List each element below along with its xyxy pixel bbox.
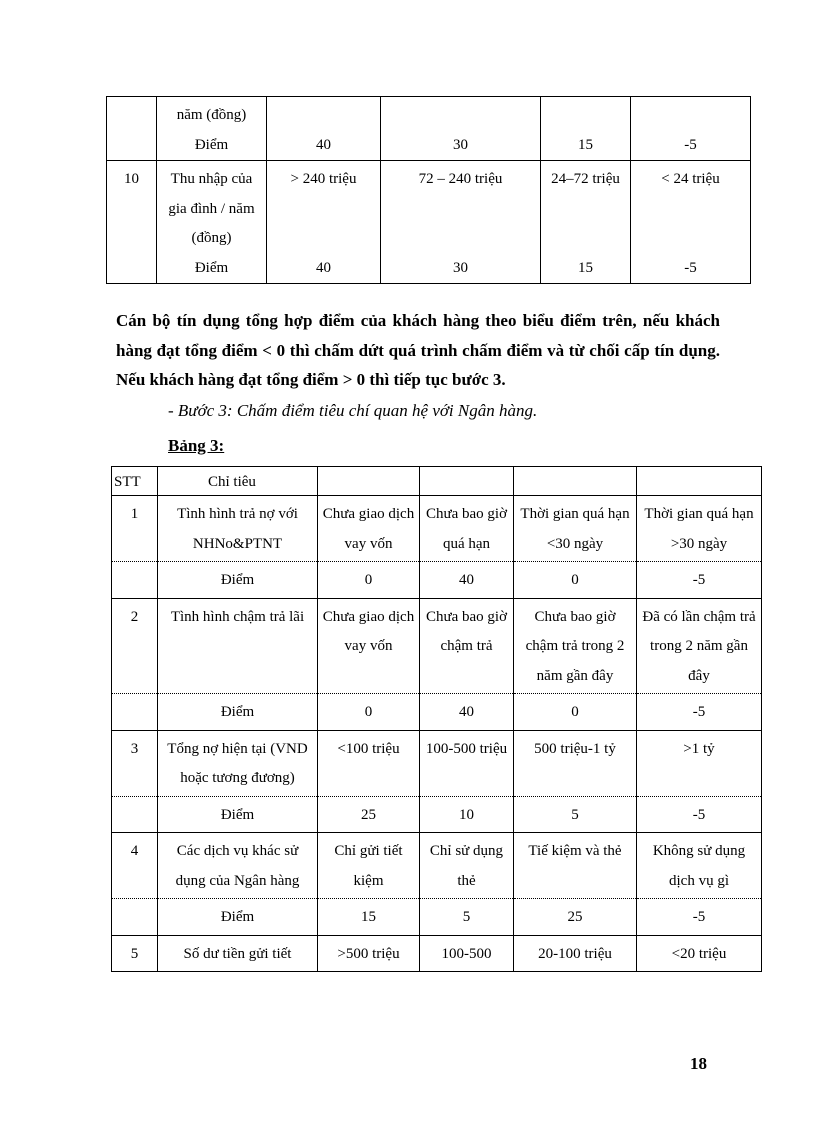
option-cell: > 240 triệu xyxy=(267,161,381,254)
option-cell: <20 triệu xyxy=(637,935,762,972)
row-number xyxy=(112,899,158,936)
option-cell: 20-100 triệu xyxy=(514,935,637,972)
score-cell: 15 xyxy=(541,254,631,284)
score-cell: 0 xyxy=(514,694,637,731)
option-cell: Thời gian quá hạn >30 ngày xyxy=(637,496,762,562)
table-header-row xyxy=(112,467,762,496)
option-cell: 72 – 240 triệu xyxy=(381,161,541,254)
score-cell: -5 xyxy=(637,796,762,833)
table-row-score xyxy=(107,131,751,161)
option-cell: 500 triệu-1 tỷ xyxy=(514,730,637,796)
option-cell: Chưa bao giờ chậm trả xyxy=(420,598,514,694)
table-row xyxy=(107,161,751,254)
score-cell: 0 xyxy=(318,562,420,599)
page-number: 18 xyxy=(690,1054,707,1073)
option-cell xyxy=(631,97,751,131)
option-cell: Chưa bao giờ quá hạn xyxy=(420,496,514,562)
score-cell: 30 xyxy=(381,131,541,161)
option-cell xyxy=(381,97,541,131)
option-cell: < 24 triệu xyxy=(631,161,751,254)
score-label: Điểm xyxy=(157,254,267,284)
option-cell xyxy=(541,97,631,131)
criteria-table-continued xyxy=(106,96,751,284)
option-cell: 24–72 triệu xyxy=(541,161,631,254)
row-number xyxy=(107,254,157,284)
table-row xyxy=(112,496,762,562)
score-cell: 40 xyxy=(420,562,514,599)
score-cell: 30 xyxy=(381,254,541,284)
table-row-score xyxy=(112,899,762,936)
criterion-cell: Số dư tiền gửi tiết xyxy=(158,935,318,972)
table-caption: Bảng 3: xyxy=(168,436,225,455)
option-cell: Đã có lần chậm trả trong 2 năm gần đây xyxy=(637,598,762,694)
criterion-cell: Tình hình chậm trả lãi xyxy=(158,598,318,694)
option-cell: Thời gian quá hạn <30 ngày xyxy=(514,496,637,562)
score-cell: 40 xyxy=(267,254,381,284)
row-number xyxy=(112,694,158,731)
score-cell: 5 xyxy=(514,796,637,833)
option-cell: Chưa bao giờ chậm trả trong 2 năm gần đây xyxy=(514,598,637,694)
table-row-score xyxy=(112,694,762,731)
score-cell: 25 xyxy=(514,899,637,936)
score-cell: 10 xyxy=(420,796,514,833)
score-cell: 5 xyxy=(420,899,514,936)
score-cell: -5 xyxy=(637,694,762,731)
criterion-cell: Thu nhập của gia đình / năm (đồng) xyxy=(157,161,267,254)
option-cell xyxy=(267,97,381,131)
score-label: Điểm xyxy=(158,562,318,599)
score-cell: 0 xyxy=(514,562,637,599)
criterion-cell: Các dịch vụ khác sử dụng của Ngân hàng xyxy=(158,833,318,899)
option-cell: >1 tỷ xyxy=(637,730,762,796)
option-cell: Chưa giao dịch vay vốn xyxy=(318,496,420,562)
score-cell: 25 xyxy=(318,796,420,833)
row-number xyxy=(107,131,157,161)
score-cell: 40 xyxy=(267,131,381,161)
score-label: Điểm xyxy=(158,796,318,833)
header-stt: STT xyxy=(112,467,158,496)
row-number: 10 xyxy=(107,161,157,254)
table-row xyxy=(112,598,762,694)
criterion-cell: Tổng nợ hiện tại (VND hoặc tương đương) xyxy=(158,730,318,796)
row-number: 2 xyxy=(112,598,158,694)
score-label: Điểm xyxy=(158,899,318,936)
option-cell: 100-500 triệu xyxy=(420,730,514,796)
table-row xyxy=(112,833,762,899)
table-row-score xyxy=(112,796,762,833)
table-row-score xyxy=(107,254,751,284)
option-cell: 100-500 xyxy=(420,935,514,972)
step-3-heading: - Bước 3: Chấm điểm tiêu chí quan hệ với Ngân hàng. xyxy=(168,401,538,420)
row-number: 1 xyxy=(112,496,158,562)
row-number: 5 xyxy=(112,935,158,972)
option-cell: Không sử dụng dịch vụ gì xyxy=(637,833,762,899)
row-number: 3 xyxy=(112,730,158,796)
score-cell: -5 xyxy=(631,254,751,284)
row-number xyxy=(112,796,158,833)
table-row xyxy=(107,97,751,131)
row-number: 4 xyxy=(112,833,158,899)
table-row xyxy=(112,935,762,972)
criterion-cell: Tình hình trả nợ với NHNo&PTNT xyxy=(158,496,318,562)
score-cell: 0 xyxy=(318,694,420,731)
option-cell: Tiế kiệm và thẻ xyxy=(514,833,637,899)
score-label: Điểm xyxy=(157,131,267,161)
option-cell: Chưa giao dịch vay vốn xyxy=(318,598,420,694)
score-cell: -5 xyxy=(637,562,762,599)
option-cell: Chỉ gửi tiết kiệm xyxy=(318,833,420,899)
row-number xyxy=(107,97,157,131)
score-cell: -5 xyxy=(631,131,751,161)
option-cell: <100 triệu xyxy=(318,730,420,796)
score-label: Điểm xyxy=(158,694,318,731)
score-cell: 40 xyxy=(420,694,514,731)
option-cell: Chỉ sử dụng thẻ xyxy=(420,833,514,899)
row-number xyxy=(112,562,158,599)
summary-paragraph: Cán bộ tín dụng tổng hợp điểm của khách hàng theo biểu điểm trên, nếu khách hàng đạt tổng điểm < 0 thì chấm dứt quá trình chấm điểm và từ chối cấp tín dụng. Nếu khách hàng đạt tổng điểm > 0 thì tiếp tục bước 3. xyxy=(116,311,720,389)
criterion-cell: năm (đồng) xyxy=(157,97,267,131)
table-row xyxy=(112,730,762,796)
option-cell: >500 triệu xyxy=(318,935,420,972)
score-cell: 15 xyxy=(318,899,420,936)
header-criterion: Chỉ tiêu xyxy=(158,467,318,496)
score-cell: 15 xyxy=(541,131,631,161)
bank-relationship-table xyxy=(111,466,762,972)
score-cell: -5 xyxy=(637,899,762,936)
table-row-score xyxy=(112,562,762,599)
